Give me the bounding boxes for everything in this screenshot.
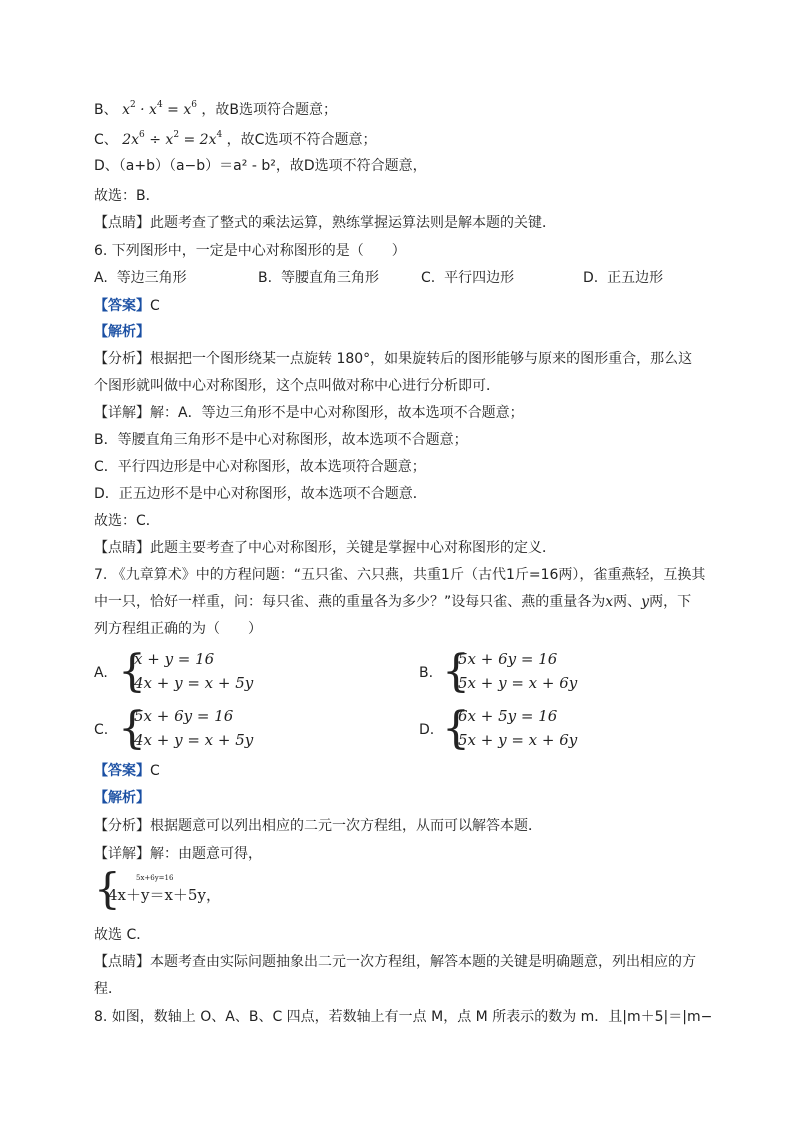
label-b: B、: [94, 102, 118, 118]
line-option-c: [94, 124, 376, 151]
q6-option-c: C. 平行四边形: [421, 270, 515, 286]
fenxi-6a: 【分析】根据把一个图形绕某一点旋转 180°，如果旋转后的图形能够与原来的图形重合，那么这: [94, 351, 693, 367]
formula-b: $x^2 \cdot x^4 = x^6$: [122, 100, 197, 118]
choose-b: 故选：B．: [94, 188, 160, 204]
solution-top: 5x+6y=16: [136, 874, 174, 882]
q7-option-c-label: C.: [94, 722, 109, 738]
q7-option-d-label: D.: [419, 722, 435, 738]
analysis-6: 【解析】: [94, 324, 150, 340]
line-option-d: D、（a+b）（a−b）＝a² - b²，故D选项不符合题意，: [94, 158, 427, 174]
question-7-line2: 中一只，恰好一样重，问：每只雀、燕的重量各为多少？”设每只雀、燕的重量各为x两、y两，下: [94, 594, 692, 610]
fenxi-7: 【分析】根据题意可以列出相应的二元一次方程组，从而可以解答本题．: [94, 818, 542, 834]
label-c: C、: [94, 132, 118, 148]
q6-option-d: D. 正五边形: [583, 270, 664, 286]
comment-7b: 程．: [94, 981, 122, 997]
question-7-line1: 7. 《九章算术》中的方程问题：“五只雀、六只燕，共重1斤（古代1斤=16两），雀重燕轻，互换其: [94, 567, 706, 583]
comment-7a: 【点睛】本题考查由实际问题抽象出二元一次方程组，解答本题的关键是明确题意，列出相应的方: [94, 954, 696, 970]
question-7-line3: 列方程组正确的为（ ）: [94, 621, 262, 637]
q6-option-a: A. 等边三角形: [94, 270, 187, 286]
solution-bottom: 4x＋y＝x＋5y，: [108, 886, 221, 904]
answer-7: 【答案】C: [94, 763, 160, 779]
choose-6: 故选：C．: [94, 513, 160, 529]
q7-option-a-label: A.: [94, 665, 108, 681]
line-option-b: [94, 94, 337, 121]
q7-option-b-label: B.: [419, 665, 434, 681]
choose-7: 故选 C．: [94, 927, 151, 943]
fenxi-6b: 个图形就叫做中心对称图形，这个点叫做对称中心进行分析即可．: [94, 378, 500, 394]
text-b: ，故B选项符合题意；: [201, 102, 338, 118]
q6-option-b: B. 等腰直角三角形: [258, 270, 379, 286]
detail-6b: B．等腰直角三角形不是中心对称图形，故本选项不合题意；: [94, 432, 468, 448]
comment-q5: 【点睛】此题考查了整式的乘法运算，熟练掌握运算法则是解本题的关键．: [94, 215, 556, 231]
detail-6d: D．正五边形不是中心对称图形，故本选项不合题意．: [94, 486, 427, 502]
detail-6a: 【详解】解：A．等边三角形不是中心对称图形，故本选项不合题意；: [94, 405, 524, 421]
text-c: ，故C选项不符合题意；: [226, 132, 377, 148]
question-6: 6. 下列图形中，一定是中心对称图形的是（ ）: [94, 243, 406, 259]
formula-c: $2x^6 \div x^2 = 2x^4$: [122, 130, 223, 148]
question-8: 8. 如图，数轴上 O、A、B、C 四点，若数轴上有一点 M，点 M 所表示的数为 m．且|m＋5|＝|m−: [94, 1009, 713, 1025]
detail-7: 【详解】解：由题意可得，: [94, 846, 262, 862]
detail-6c: C．平行四边形是中心对称图形，故本选项符合题意；: [94, 459, 426, 475]
comment-6: 【点睛】此题主要考查了中心对称图形，关键是掌握中心对称图形的定义．: [94, 540, 556, 556]
solution-system: { 5x+6y=16 4x＋y＝x＋5y，: [94, 864, 221, 913]
answer-6: 【答案】C: [94, 298, 160, 314]
analysis-7: 【解析】: [94, 790, 150, 806]
